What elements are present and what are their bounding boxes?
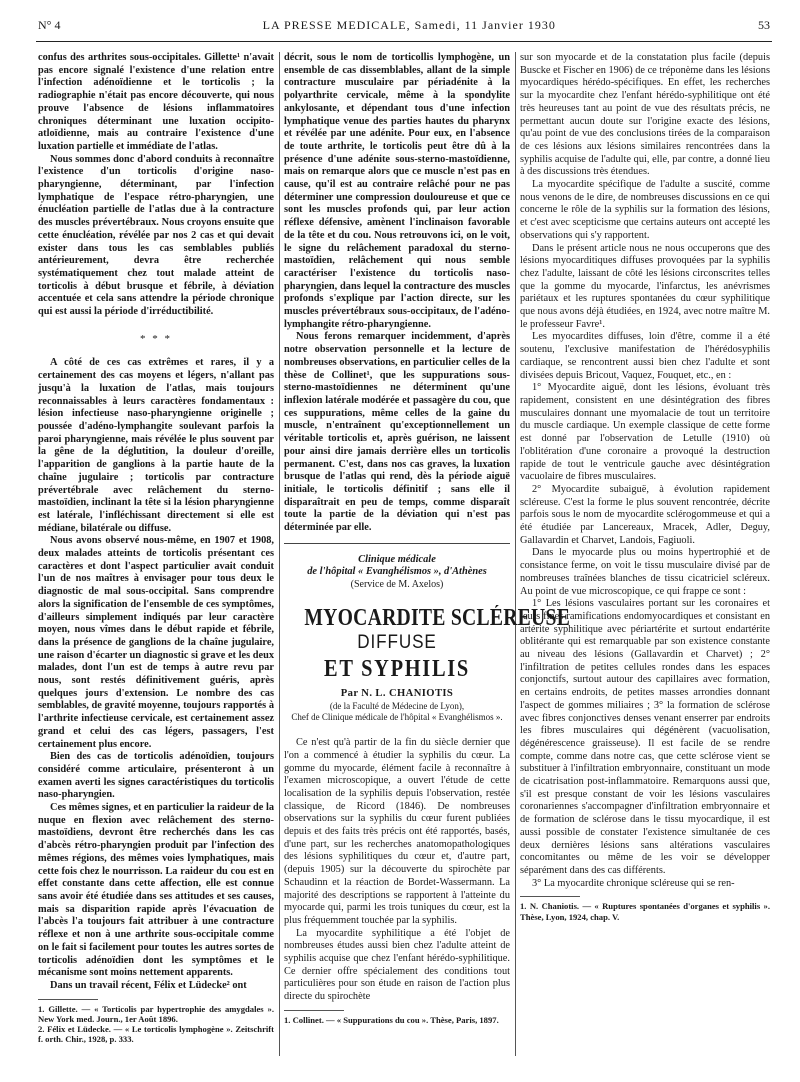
header-rule: [36, 41, 772, 42]
column-divider: [279, 52, 280, 1056]
author-byline: Par N. L. CHANIOTIS: [340, 688, 454, 700]
paragraph: 1° Myocardite aiguë, dont les lésions, évoluant très rapidement, consistent en une désintégration des fibres musculaires donnant une myomalacie de tout un territoire du muscle cardiaque. Un exemple classique de cette forme est donné par l'observation de Letulle (1910) où l'oblitération d'une coronaire a provoqué la destruction rapide de tout le ventricule gauche avec désintégration vacuolaire de fibres musculaires.: [520, 382, 770, 483]
paragraph: Nous sommes donc d'abord conduits à reconnaître l'existence d'un torticolis d'origine naso-pharyngienne, déterminant, par l'infection lymphatique de l'espace rétro-pharyngien, une énucléation partielle de l'atlas due à la contracture des muscles prévertébraux. Nous croyons ensuite que cette énucléation, révélée par nos 2 cas et qui devait exister dans tous les cas semblables publiés antérieurement, devra être recherchée systématiquement chez tout malade atteint de torticolis à début brusque et fébrile, à déviation accentuée et cela sans attendre la période chronique qui est aussi la période d'irréductibilité.: [38, 153, 274, 318]
article-title: DIFFUSE: [357, 632, 437, 654]
paragraph: Dans un travail récent, Félix et Lüdecke² ont: [50, 979, 247, 991]
footnote-rule: [284, 1010, 344, 1011]
paragraph: Dans le myocarde plus ou moins hypertrophié et de consistance ferme, on voit le tissu musculaire divisé par de nombreuses traînées blanches de tissu cicatriciel scléreux. Au point de vue microscopique, ce qui frappe ce sont :: [520, 547, 770, 597]
paragraph: Les myocardites diffuses, loin d'être, comme il a été soutenu, l'exclusive manifestation de l'hérédosyphilis cardiaque, se rencontrent aussi bien chez l'adulte et sont divisées depuis Bricout, Vaquez, Fouquet, etc., en :: [520, 331, 770, 381]
column-3: [520, 52, 770, 922]
paragraph: décrit, sous le nom de torticollis lymphogène, un ensemble de cas dissemblables, allant de la simple contracture musculaire par périadénite à la polyarthrite cervicale, même à la spondylite ankylosante, et dépendant tous d'une infection lymphatique venue des parties hautes du pharynx et révélée par une adénite. Pour eux, en l'absence de toute arthrite, le torticolis peut être dû à la présence d'une adénite sous-sterno-mastoïdienne, mais on remarque alors que ce muscle n'est pas en cause, qu'il est au contraire relâché pour ne pas déterminer une compression douloureuse et que ce sont les muscles profonds qui, par leur action réflexe défensive, amènent l'inclinaison favorable de la tête et du cou. Nous retrouvons ici, on le voit, le signe du relâchement paradoxal du sterno-mastoïdien, relâchement qui nous semble caractériser l'existence du torticolis naso-pharyngien, dans lequel la contracture des muscles profonds s'explique par l'action directe, sur les muscles prévertébraux sous-occipitaux, de l'adéno-lymphangite rétro-pharyngienne.: [284, 52, 510, 330]
clinic-name: Clinique médicale: [358, 553, 436, 565]
hospital-name: de l'hôpital « Evanghélismos », d'Athènes: [307, 566, 487, 578]
footnote-rule: [520, 896, 580, 897]
masthead-title: LA PRESSE MEDICALE, Samedi, 11 Janvier 1930: [262, 18, 556, 32]
paragraph: Nous ferons remarquer incidemment, d'après notre observation personnelle et la lecture de nombreuses observations, en particulier celles de la thèse de Collinet¹, que les suppurations sous-sterno-mastoïdiennes ne déterminent qu'une inflexion latérale modérée et passagère du cou, que ces suppurations, même celles de la gaine du muscle, n'entraînent qu'exceptionnellement un véritable torticolis et, après guérison, ne laissent pour ainsi dire jamais derrière elles un torticolis permanent. C'est, dans nos cas graves, la luxation brusque de l'atlas qui rend, dès la période aiguë initiale, le torticolis définitif ; sans elle il disparaîtrait en peu de temps, comme disparaît toute la partie de la déviation qui n'est pas déterminée par elle.: [284, 331, 510, 534]
page-header: [38, 18, 770, 40]
paragraph: Bien des cas de torticolis adénoïdien, toujours considéré comme articulaire, présenteront à un examen averti les signes caractéristiques du torticolis naso-pharyngien.: [38, 751, 274, 801]
page-number: 53: [758, 18, 770, 32]
paragraph: La myocardite syphilitique a été l'objet de nombreuses études aussi bien chez l'adulte atteint de syphilis acquise que chez l'enfant hérédo-syphilitique. Ce dernier offre spécialement des conditions tout particulières pour son étude en raison de l'action plus directe du spirochète: [284, 927, 510, 1003]
footnote: 2. Félix et Lüdecke. — « Le torticolis lymphogène ». Zeitschrift f. orth. Chir., 1928, p. 333.: [38, 1024, 274, 1045]
section-separator: * * *: [140, 332, 172, 345]
paragraph: sur son myocarde et de la constatation plus facile (depuis Buscke et Fischer en 1906) de ce tréponème dans les lésions myocardiques hérédo-spécifiques. En effet, les recherches sur la myocardite chez l'enfant hérédo-syphilitique ont été très heureuses tant au point de vue des résultats précis, ne permettant aucun doute sur l'origine exacte des lésions, qu'au point de vue des conclusions tirées de la comparaison de ces lésions aux lésions similaires rencontrées dans la syphilis acquise de l'adulte qui, elle, par contre, a donné lieu à des discussions très étendues.: [520, 52, 770, 178]
paragraph: Ce n'est qu'à partir de la fin du siècle dernier que l'on a commencé à étudier la syphilis du cœur. La gomme du myocarde, élément facile à reconnaître à l'examen microscopique, a ouvert l'étude de cette localisation de la syphilis depuis l'observation, restée classique, de Ricord (1846). De nombreuses observations sur la syphilis du cœur furent publiées depuis et des faits très précis ont été rapportés, basés, d'une part, sur les recherches anatomopathologiques des lésions syphilitiques du cœur et, d'autre part, (depuis 1905) sur la découverte du spirochète par Schaudinn et la réaction de Bordet-Wassermann. La majorité des descriptions se rapportent à l'atteinte du myocarde qui, parmi les trois tuniques du cœur, est la plus fréquemment touchée par la syphilis.: [284, 737, 510, 926]
column-2: [284, 52, 571, 1025]
service-line: (Service de M. Axelos): [350, 578, 444, 590]
article-rule: [284, 543, 510, 544]
paragraph: Dans le présent article nous ne nous occuperons que des lésions myocarditiques diffuses provoquées par la syphilis chez l'adulte, laissant de côté les lésions circonscrites telles que la gomme du myocarde, l'infarctus, les anévrismes pariétaux et les ruptures spontanées du cœur syphilitique que nous avons déjà étudiées, en 1924, avec notre maître M. le professeur Favre¹.: [520, 242, 770, 330]
article-title: MYOCARDITE SCLÉREUSE: [304, 605, 571, 632]
paragraph: 2° Myocardite subaiguë, à évolution rapidement scléreuse. C'est la forme le plus souvent rencontrée, décrite parfois sous le nom de myocardite sclérogommeuse et qui a été étudiée par Lancereaux, Mracek, Adler, Deguy, Gallavardin et Charvet, Landois, Fagiuoli.: [520, 483, 770, 546]
paragraph: Nous avons observé nous-même, en 1907 et 1908, deux malades atteints de torticolis présentant ces caractères et dont l'aspect particulier avait conduit l'un de nos maîtres à envisager pour tous deux le diagnostic de mal sous-occipital. Sans comprendre alors la signification de l'ensemble de ces symptômes, d'ailleurs simplement indiqués par leur caractère moyen, nous vîmes dans le début rapide et fébrile, dans la présence de ganglions de la chaîne jugulaire, une raison d'écarter un diagnostic si grave et les deux malades, dont l'un est de temps à autre revu par nous, sont restés définitivement guéris, après quelques jours d'extension. Le nombre des cas semblables, de gravité moyenne, toujours rapportés à l'arthrite infectieuse cervicale, est certainement assez grand et celui des cas légers, passagers, l'est certainement plus encore.: [38, 535, 274, 750]
paragraph: 1° Les lésions vasculaires portant sur les coronaires et leurs fines ramifications endomyocardiques et consistant en artérite syphilitique avec périartérite et surtout endartérite oblitérante qui est remarquable par son existence constante au niveau des lésions (Gallavardin et Charvet) ; 2° l'infiltration de petites cellules rondes dans les espaces conjonctifs, surtout autour des capillaires avec formation, en certains endroits, de petites masses arrondies donnant l'aspect de gommes miliaires ; 3° la formation de sclérose avec fibres conjonctives denses venant enserrer par endroits les fibres musculaires qui dégénèrent (vacuolisation, dégénérescence graisseuse). Il est facile de se rendre compte, comme dans notre cas, que cette sclérose vient se substituer à l'infiltration embryonnaire, constituant un mode de cicatrisation post-inflammatoire. Remarquons aussi que, s'il est presque constant de voir les lésions vasculaires coronariennes s'accompagner d'infiltration embryonnaire et de formation de sclérose dans le tissu myocardique, il est aussi possible de constater l'existence simultanée de ces deux dernières lésions sans altérations vasculaires concomitantes ou même de les voir se développer séparément dans des cas différents.: [520, 598, 770, 876]
issue-number: N° 4: [38, 18, 61, 32]
footnote: 1. N. Chaniotis. — « Ruptures spontanées d'organes et syphilis ». Thèse, Lyon, 1924, chap. V.: [520, 901, 770, 922]
column-1: [38, 52, 274, 1044]
paragraph: Ces mêmes signes, et en particulier la raideur de la nuque en flexion avec relâchement des sterno-mastoïdiens, devront être recherchés dans les cas d'abcès rétro-pharyngien produit par l'infection des mêmes régions, des mêmes voies lymphatiques, mais cette fois chez le nourrisson. La raideur du cou est en effet constante dans cette affection, elle est connue sans avoir été étudiée dans ses attitudes et ses causes, mais sa disparition rapide après l'évacuation de l'abcès l'a toujours fait attribuer à une contracture réflexe et non à une arthrite sous-occipitale comme on le fait si facilement pour toutes les autres sortes de torticolis adénoïdien dont les symptômes et le mécanisme sont moins nettement apparents.: [38, 802, 274, 979]
footnote: 1. Gillette. — « Torticolis par hypertrophie des amygdales ». New York med. Journ., 1er Août 1896.: [38, 1003, 274, 1024]
paragraph: La myocardite spécifique de l'adulte a suscité, comme nous venons de le dire, de nombreuses discussions en ce qui concerne le rôle de la syphilis sur la formation des lésions, et c'est avec scepticisme que certains auteurs ont accepté les observations qui s'y rapportent.: [520, 179, 770, 241]
author-affiliation: (de la Faculté de Médecine de Lyon),: [329, 701, 465, 712]
column-divider: [515, 52, 516, 1056]
footnote: 1. Collinet. — « Suppurations du cou ». Thèse, Paris, 1897.: [284, 1014, 499, 1025]
author-affiliation: Chef de Clinique médicale de l'hôpital « Evanghélismos ».: [291, 712, 503, 723]
paragraph: 3° La myocardite chronique scléreuse qui se ren-: [532, 877, 735, 889]
paragraph: A côté de ces cas extrêmes et rares, il y a certainement des cas moyens et légers, n'allant pas jusqu'à la luxation de l'atlas, mais toujours reconnaissables à leurs caractères fondamentaux : lésion infectieuse naso-pharyngienne originelle ; poussée d'adéno-lymphangite soulevant parfois la paroi pharyngienne, mais révélée le plus souvent par la gêne de la déglutition, la douleur d'oreille, l'apparition de ganglions à la partie haute de la chaîne jugulaire ; torticolis par contracture prévertébrale avec relâchement du sterno-mastoïdien, inclinant la tête si la lésion pharyngienne est latérale, l'infléchissant directement si elle est médiane, bilatérale ou diffuse.: [38, 357, 274, 534]
article-title: ET SYPHILIS: [324, 656, 470, 683]
paragraph: confus des arthrites sous-occipitales. Gillette¹ n'avait pas encore signalé l'existence d'une relation entre l'infection adénoïdienne et le torticolis ; la radiographie n'était pas encore découverte, qui nous prouve l'absence de lésions inflammatoires chroniques déterminant une luxation occipito-atloïdienne, mais au contraire l'existence d'une luxation partielle et immédiate de l'atlas.: [38, 52, 274, 152]
footnote-rule: [38, 999, 98, 1000]
